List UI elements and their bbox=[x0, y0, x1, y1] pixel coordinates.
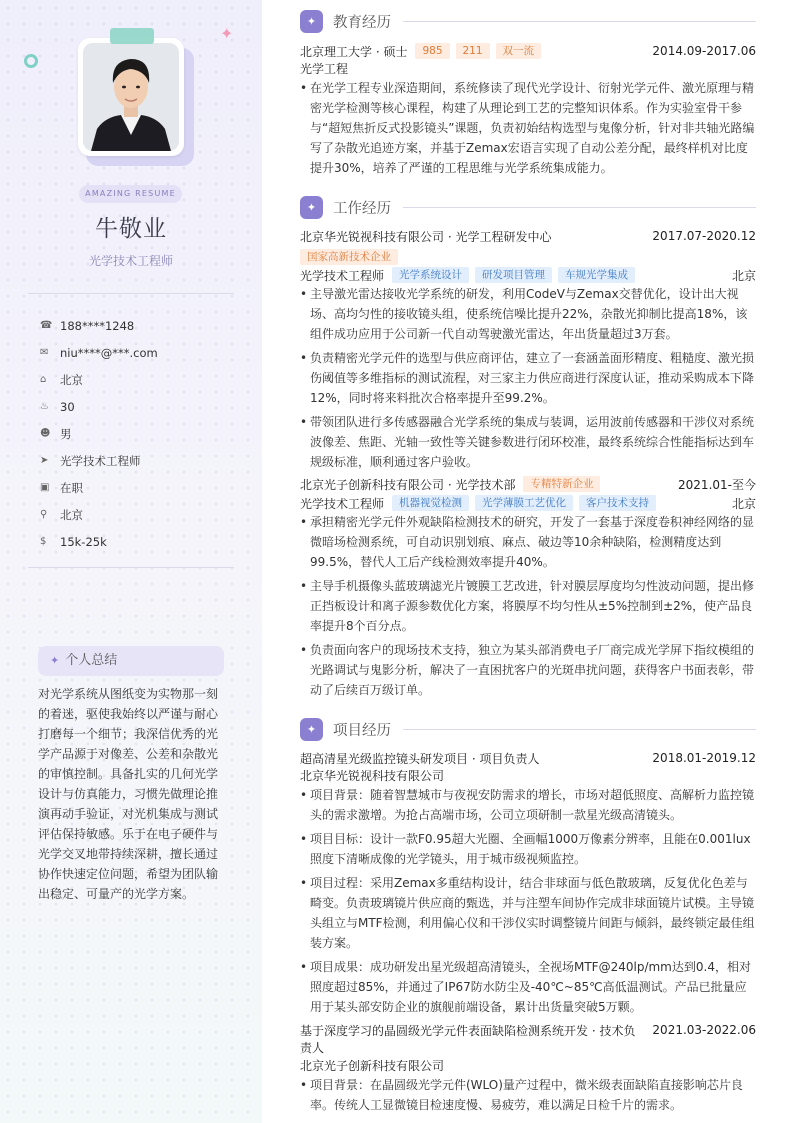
date-range: 2017.07-2020.12 bbox=[652, 229, 756, 243]
job-role-row bbox=[300, 266, 756, 284]
project-name-continued: 责人 bbox=[300, 1041, 325, 1055]
school-name: 北京理工大学 · 硕士 bbox=[300, 44, 408, 59]
info-salary bbox=[40, 528, 158, 555]
phone-icon: ☎ bbox=[40, 320, 53, 331]
location-icon: ⚲ bbox=[40, 509, 48, 520]
company-tag: 专精特新企业 bbox=[523, 476, 600, 492]
summary-title: 个人总结 bbox=[65, 653, 118, 668]
summary-text: 对光学系统从图纸变为实物那一刻的着迷，驱使我始终以严谨与耐心打磨每一个细节；我深信优秀的光学产品源于对像差、公差和杂散光的审慎控制。具备扎实的几何光学设计与仿真能力，习惯先做理论推演再动手验证，对光机集成与测试评估保持敏感。乐于在电子硬件与光学交叉地带持续深耕，擅长通过协作快速定位问题，希望为团队输出稳定、可量产的光学方案。 bbox=[38, 687, 219, 901]
sparkle-icon: ✦ bbox=[50, 654, 60, 667]
info-home bbox=[40, 366, 158, 393]
section-title: 教育经历 bbox=[333, 15, 391, 31]
bullet-item: • 项目目标：设计一款F0.95超大光圈、全画幅1000万像素分辨率，且能在0.001lux照度下清晰成像的光学镜头，用于城市级视频监控。 bbox=[300, 829, 756, 869]
company-tag: 国家高新技术企业 bbox=[300, 249, 398, 265]
photo-tape bbox=[110, 28, 154, 44]
salary-icon: $ bbox=[40, 536, 47, 547]
avatar-frame bbox=[78, 38, 184, 156]
info-value: niu****@***.com bbox=[60, 345, 158, 360]
info-gender bbox=[40, 420, 158, 447]
divider bbox=[28, 293, 234, 294]
info-value: 30 bbox=[60, 399, 75, 414]
job-header bbox=[300, 227, 756, 245]
project-name: 基于深度学习的晶圆级光学元件表面缺陷检测系统开发 · 技术负 bbox=[300, 1023, 636, 1038]
info-value: 188****1248 bbox=[60, 318, 135, 333]
mail-icon: ✉ bbox=[40, 347, 49, 358]
skill-tag: 客户技术支持 bbox=[579, 495, 656, 511]
info-value: 北京 bbox=[60, 372, 83, 387]
project-header bbox=[300, 749, 756, 767]
section-title: 工作经历 bbox=[333, 201, 391, 217]
avatar bbox=[78, 38, 188, 158]
project-company: 北京华光锐视科技有限公司 bbox=[300, 769, 445, 783]
job-city: 北京 bbox=[731, 268, 756, 283]
sparkle-icon: ✦ bbox=[300, 718, 323, 741]
info-status bbox=[40, 474, 158, 501]
cake-icon: ♨ bbox=[40, 401, 49, 412]
bullet-item: • 在光学工程专业深造期间，系统修读了现代光学设计、衍射光学元件、激光原理与精密光学检测等核心课程，构建了从理论到工艺的完整知识体系。作为实验室骨干参与“超短焦折反式投影镜头”课题，负责初始结构选型与鬼像分析，针对非共轴光路编写了杂散光追迹方案，并基于Zemax宏语言实现了自动公差分配，最终样机对比度提升30%，培养了严谨的工程思维与光学系统集成能力。 bbox=[300, 78, 756, 178]
bullet-item: • 项目背景：在晶圆级光学元件(WLO)量产过程中，微米级表面缺陷直接影响芯片良率。传统人工显微镜目检速度慢、易疲劳，难以满足日检千片的需求。 bbox=[300, 1075, 756, 1115]
send-icon: ➤ bbox=[40, 455, 49, 466]
bullet-item: • 负责精密光学元件的选型与供应商评估，建立了一套涵盖面形精度、粗糙度、激光损伤阈值等多维指标的测试流程，对三家主力供应商进行深度认证，推动采购成本下降12%，同时将来料批次合格率提升至99.2%。 bbox=[300, 348, 756, 408]
gender-icon: ☻ bbox=[40, 428, 51, 439]
major: 光学工程 bbox=[300, 62, 349, 76]
job-role-row bbox=[300, 494, 756, 512]
job-role: 光学技术工程师 bbox=[300, 268, 385, 283]
divider bbox=[403, 21, 756, 22]
info-target-job bbox=[40, 447, 158, 474]
sparkle-icon: ✦ bbox=[300, 10, 323, 33]
school-tag: 211 bbox=[456, 43, 490, 59]
bullet-item: • 项目过程：采用Zemax多重结构设计，结合非球面与低色散玻璃，反复优化色差与畸变。负责玻璃镜片供应商的甄选，并与注塑车间协作完成非球面镜片试模。主导镜头组立与MTF检测，利用偏心仪和干涉仪实时调整镜片间距与倾斜，最终锁定最佳组装方案。 bbox=[300, 873, 756, 953]
resume-badge: AMAZING RESUME bbox=[79, 185, 182, 203]
decorative-ring-icon bbox=[24, 54, 38, 68]
skill-tag: 车规光学集成 bbox=[558, 267, 635, 283]
education-row bbox=[300, 42, 756, 60]
project-company: 北京光子创新科技有限公司 bbox=[300, 1059, 445, 1073]
summary-heading bbox=[38, 646, 224, 676]
company-name: 北京华光锐视科技有限公司 · 光学工程研发中心 bbox=[300, 229, 552, 244]
sidebar bbox=[0, 0, 262, 1123]
project-header bbox=[300, 1021, 756, 1039]
home-icon: ⌂ bbox=[40, 374, 47, 385]
job-header bbox=[300, 475, 756, 493]
skill-tag: 光学系统设计 bbox=[392, 267, 469, 283]
date-range: 2014.09-2017.06 bbox=[652, 44, 756, 58]
skill-tag: 机器视觉检测 bbox=[392, 495, 469, 511]
bullet-item: • 带领团队进行多传感器融合光学系统的集成与装调，运用波前传感器和干涉仪对系统波像差、焦距、光轴一致性等关键参数进行闭环校准，最终系统综合性能指标达到车规级标准，顺利通过客户验收。 bbox=[300, 412, 756, 472]
info-age bbox=[40, 393, 158, 420]
briefcase-icon: ▣ bbox=[40, 482, 50, 493]
bullet-item: • 负责面向客户的现场技术支持，独立为某头部消费电子厂商完成光学屏下指纹模组的光路调试与鬼影分析，解决了一直困扰客户的光斑串扰问题，获得客户书面表彰，带动了后续百万级订单。 bbox=[300, 640, 756, 700]
avatar-photo bbox=[83, 43, 179, 151]
company-name: 北京光子创新科技有限公司 · 光学技术部 bbox=[300, 477, 516, 492]
info-value: 在职 bbox=[60, 480, 83, 495]
contact-info-list bbox=[40, 312, 158, 555]
bullet-item: • 主导手机摄像头蓝玻璃滤光片镀膜工艺改进，针对膜层厚度均匀性波动问题，提出修正挡板设计和离子源参数优化方案，将膜厚不均匀性从±5%控制到±2%，使产品良率提升8个百分点。 bbox=[300, 576, 756, 636]
divider bbox=[28, 567, 234, 568]
bullet-item: • 主导激光雷达接收光学系统的研发，利用CodeV与Zemax交替优化，设计出大视场、高均匀性的接收镜头组，使系统信噪比提升22%，杂散光抑制比提高18%，该组件成功应用于公司新一代自动驾驶激光雷达，年出货量超过3万套。 bbox=[300, 284, 756, 344]
info-value: 光学技术工程师 bbox=[60, 453, 141, 468]
info-value: 北京 bbox=[60, 507, 83, 522]
candidate-name: 牛敬业 bbox=[95, 216, 167, 242]
school-tag: 双一流 bbox=[496, 43, 542, 59]
section-education-header bbox=[300, 10, 756, 33]
bullet-item: • 项目背景：随着智慧城市与夜视安防需求的增长，市场对超低照度、高解析力监控镜头的需求激增。为抢占高端市场，公司立项研制一款星光级高清镜头。 bbox=[300, 785, 756, 825]
sparkle-icon: ✦ bbox=[300, 196, 323, 219]
job-city: 北京 bbox=[731, 496, 756, 511]
date-range: 2018.01-2019.12 bbox=[652, 751, 756, 765]
section-title: 项目经历 bbox=[333, 723, 391, 739]
school-tag: 985 bbox=[415, 43, 449, 59]
company-tag-row bbox=[300, 248, 756, 266]
bullet-item: • 项目成果：成功研发出星光级超高清镜头，全视场MTF@240lp/mm达到0.4，相对照度超过85%，并通过了IP67防水防尘及-40℃~85℃高低温测试。产品已批量应用于某头部安防企业的旗舰前端设备，累计出货量突破5万颗。 bbox=[300, 957, 756, 1017]
bullet-item: • 承担精密光学元件外观缺陷检测技术的研究，开发了一套基于深度卷积神经网络的显微暗场检测系统，可自动识别划痕、麻点、破边等10余种缺陷，检测精度达到99.5%，替代人工后产线检测效率提升40%。 bbox=[300, 512, 756, 572]
info-email bbox=[40, 339, 158, 366]
date-range: 2021.01-至今 bbox=[678, 477, 756, 492]
section-work-header bbox=[300, 196, 756, 219]
info-phone bbox=[40, 312, 158, 339]
skill-tag: 研发项目管理 bbox=[475, 267, 552, 283]
divider bbox=[403, 207, 756, 208]
info-location bbox=[40, 501, 158, 528]
info-value: 15k-25k bbox=[60, 534, 107, 549]
info-value: 男 bbox=[60, 426, 72, 441]
date-range: 2021.03-2022.06 bbox=[652, 1023, 756, 1037]
skill-tag: 光学薄膜工艺优化 bbox=[475, 495, 573, 511]
section-projects-header bbox=[300, 718, 756, 741]
job-role: 光学技术工程师 bbox=[300, 496, 385, 511]
candidate-title: 光学技术工程师 bbox=[88, 254, 173, 268]
avatar-portrait-icon bbox=[83, 43, 179, 151]
project-name: 超高清星光级监控镜头研发项目 · 项目负责人 bbox=[300, 751, 540, 766]
divider bbox=[403, 729, 756, 730]
sparkle-icon: ✦ bbox=[220, 24, 234, 43]
